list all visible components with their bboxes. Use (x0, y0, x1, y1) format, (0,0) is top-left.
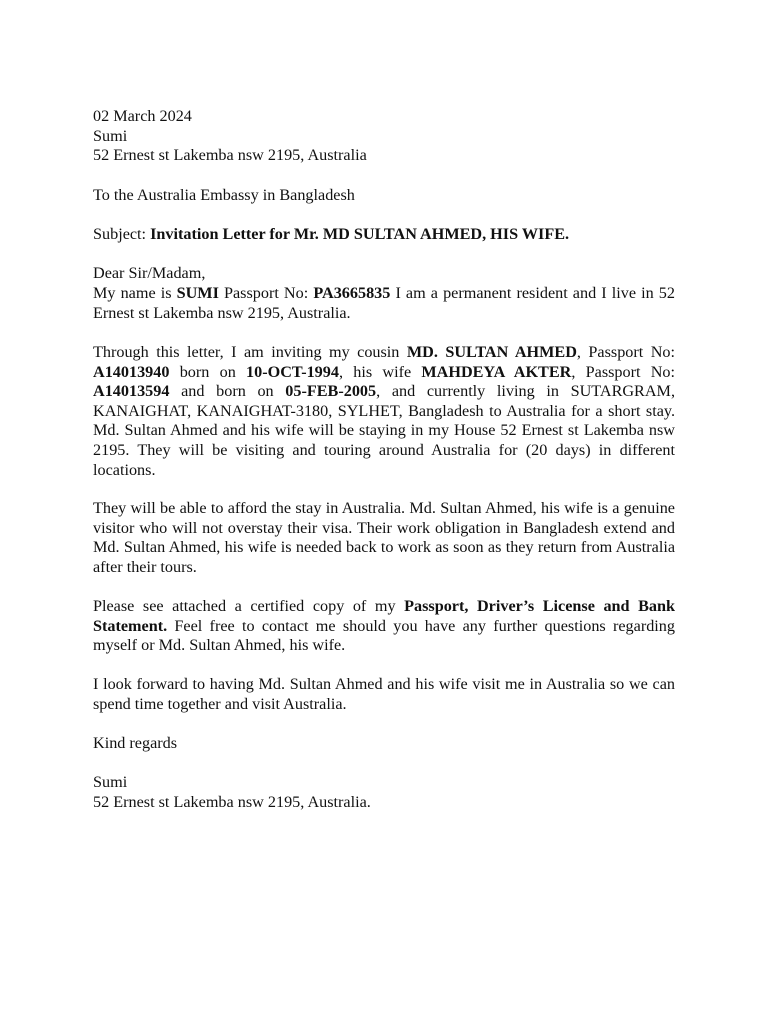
intro-text: Passport No: (218, 284, 314, 302)
signature-block (93, 773, 675, 812)
invitation-text: born on (169, 362, 247, 381)
invitee-name: MD. SULTAN AHMED (406, 343, 577, 361)
sender-name: Sumi (93, 126, 128, 145)
signature-name: Sumi (93, 773, 128, 791)
salutation: Dear Sir/Madam, (93, 264, 206, 282)
wife-name: MAHDEYA AKTER (421, 362, 572, 381)
subject-line (93, 225, 675, 245)
sender-passport: PA3665835 (313, 284, 391, 302)
afford-paragraph: They will be able to afford the stay in Australia. Md. Sultan Ahmed, his wife is a genuine visitor who will not overstay their visa. Their work obligation in Bangladesh extend and Md. Sultan Ahmed, his wife is needed back to work as soon as they return from Australia after their tours. (93, 499, 675, 576)
invitation-text: Through this letter, I am inviting my cousin (93, 343, 407, 361)
subject-prefix: Subject: (93, 225, 151, 243)
intro-text: I am a permanent resident and I live in 52 Ernest st Lakemba nsw 2195, Australia. (93, 284, 675, 322)
invitation-text: , Passport No: (571, 362, 676, 381)
invitee-dob: 10-OCT-1994 (246, 362, 339, 381)
attachments-paragraph (93, 597, 675, 656)
sender-name-bold: SUMI (176, 284, 219, 302)
subject-text: Invitation Letter for Mr. MD SULTAN AHMED, HIS WIFE. (150, 225, 570, 243)
wife-passport: A14013594 (93, 382, 170, 401)
letter-date: 02 March 2024 (93, 107, 192, 125)
invitation-text: and born on (169, 382, 286, 401)
invitee-passport: A14013940 (93, 362, 170, 381)
intro-paragraph (93, 284, 675, 323)
signature-address: 52 Ernest st Lakemba nsw 2195, Australia. (93, 792, 371, 811)
sign-off: Kind regards (93, 734, 178, 752)
closing-paragraph: I look forward to having Md. Sultan Ahmed and his wife visit me in Australia so we can spend time together and visit Australia. (93, 675, 675, 713)
invitation-text: , his wife (338, 362, 422, 381)
invitation-text: , Passport No: (576, 343, 675, 361)
wife-dob: 05-FEB-2005 (285, 382, 377, 401)
invitation-text: , and currently living in SUTARGRAM, KANAIGHAT, KANAIGHAT-3180, SYLHET, Bangladesh to Australia for a short stay. Md. Sultan Ahmed and his wife will be staying in my House 52 Ernest st Lakemba nsw 2195. They will be visiting and touring around Australia for (20 days) in different locations. (93, 382, 675, 479)
attached-documents: Passport, Driver’s License and Bank Statement. (93, 597, 676, 635)
letter-header (93, 107, 675, 166)
recipient-line: To the Australia Embassy in Bangladesh (93, 186, 355, 204)
attachments-text: Feel free to contact me should you have any further questions regarding myself or Md. Sultan Ahmed, his wife. (93, 616, 675, 655)
intro-text: My name is (93, 284, 177, 302)
sender-address: 52 Ernest st Lakemba nsw 2195, Australia (93, 146, 367, 165)
invitation-paragraph (93, 343, 675, 480)
attachments-text: Please see attached a certified copy of my (93, 597, 405, 615)
